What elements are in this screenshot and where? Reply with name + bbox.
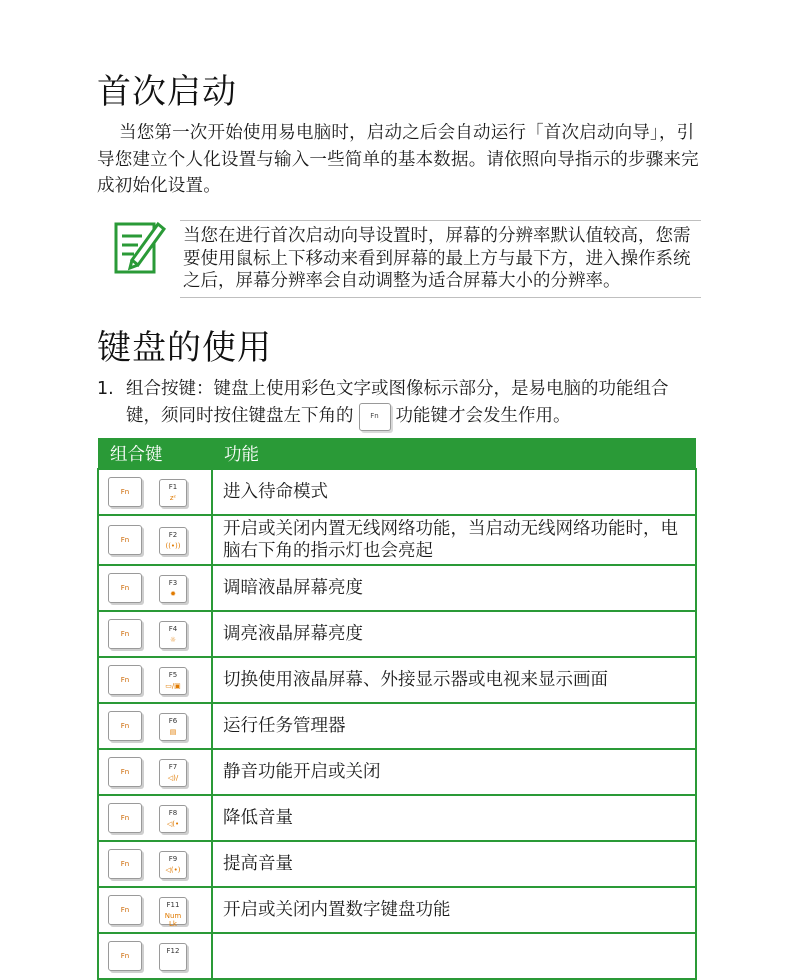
function-key-icon: F1 zᶻ	[159, 479, 187, 507]
function-key-icon: F6 ▤	[159, 713, 187, 741]
fn-key-icon: Fn	[108, 665, 142, 695]
function-key-icon: F5 ▭/▣	[159, 667, 187, 695]
note-block	[110, 214, 700, 300]
function-key-icon: F12	[159, 943, 187, 971]
function-description: 运行任务管理器	[212, 703, 696, 749]
function-key-icon: F2 ((•))	[159, 527, 187, 555]
fn-key-icon: Fn	[108, 849, 142, 879]
fn-key-icon: Fn	[108, 477, 142, 507]
fn-key-icon: Fn	[359, 403, 391, 431]
combo-cell	[98, 611, 212, 657]
section-title-keyboard: 键盘的使用	[97, 328, 272, 368]
list-text-part2: 功能键才会发生作用。	[395, 406, 571, 426]
table-row	[98, 565, 696, 611]
function-description: 提高音量	[212, 841, 696, 887]
table-row	[98, 469, 696, 515]
table-header-row	[98, 438, 696, 469]
section-title-first-boot: 首次启动	[97, 72, 237, 112]
combo-cell	[98, 749, 212, 795]
fn-key-icon: Fn	[108, 619, 142, 649]
combo-cell	[98, 795, 212, 841]
combo-cell	[98, 703, 212, 749]
list-item	[97, 376, 700, 431]
function-description: 开启或关闭内置数字键盘功能	[212, 887, 696, 933]
combo-cell	[98, 841, 212, 887]
function-key-icon: F4 ☼	[159, 621, 187, 649]
fn-key-icon: Fn	[108, 711, 142, 741]
function-description: 调亮液晶屏幕亮度	[212, 611, 696, 657]
table-row	[98, 657, 696, 703]
note-text: 当您在进行首次启动向导设置时，屏幕的分辨率默认值较高，您需要使用鼠标上下移动来看到屏幕的最上方与最下方，进入操作系统之后，屏幕分辨率会自动调整为适合屏幕大小的分辨率。	[180, 220, 701, 298]
combo-cell	[98, 933, 212, 979]
table-row	[98, 749, 696, 795]
table-row	[98, 795, 696, 841]
function-description	[212, 933, 696, 979]
function-description: 降低音量	[212, 795, 696, 841]
function-description: 开启或关闭内置无线网络功能，当启动无线网络功能时，电脑右下角的指示灯也会亮起	[212, 515, 696, 565]
fn-key-icon: Fn	[108, 803, 142, 833]
combo-cell	[98, 565, 212, 611]
function-key-icon: F8 ◁(•	[159, 805, 187, 833]
header-function: 功能	[212, 438, 696, 469]
table-row	[98, 887, 696, 933]
fn-key-icon: Fn	[108, 525, 142, 555]
function-key-icon: F3 ✹	[159, 575, 187, 603]
fn-key-icon: Fn	[108, 573, 142, 603]
combo-cell	[98, 515, 212, 565]
combo-cell	[98, 469, 212, 515]
table-row	[98, 515, 696, 565]
hotkey-table	[97, 438, 697, 980]
header-combo: 组合键	[98, 438, 212, 469]
intro-paragraph: 当您第一次开始使用易电脑时，启动之后会自动运行「首次启动向导」，引导您建立个人化设置与输入一些简单的基本数据。请依照向导指示的步骤来完成初始化设置。	[97, 123, 699, 196]
combo-cell	[98, 887, 212, 933]
table-row	[98, 841, 696, 887]
fn-key-icon: Fn	[108, 941, 142, 971]
function-description: 切换使用液晶屏幕、外接显示器或电视来显示画面	[212, 657, 696, 703]
table-row	[98, 933, 696, 979]
function-key-icon: F7 ◁)/	[159, 759, 187, 787]
table-row	[98, 611, 696, 657]
list-number: 1.	[97, 379, 114, 399]
fn-key-icon: Fn	[108, 895, 142, 925]
list-text-part1: 组合按键：键盘上使用彩色文字或图像标示部分，是易电脑的功能组合键，须同时按住键盘左下角的	[126, 379, 669, 426]
function-description: 进入待命模式	[212, 469, 696, 515]
function-description: 调暗液晶屏幕亮度	[212, 565, 696, 611]
table-row	[98, 703, 696, 749]
combo-cell	[98, 657, 212, 703]
function-description: 静音功能开启或关闭	[212, 749, 696, 795]
function-key-icon: F11 Num Lk	[159, 897, 187, 925]
fn-key-icon: Fn	[108, 757, 142, 787]
note-pencil-icon	[112, 216, 168, 278]
function-key-icon: F9 ◁(•)	[159, 851, 187, 879]
